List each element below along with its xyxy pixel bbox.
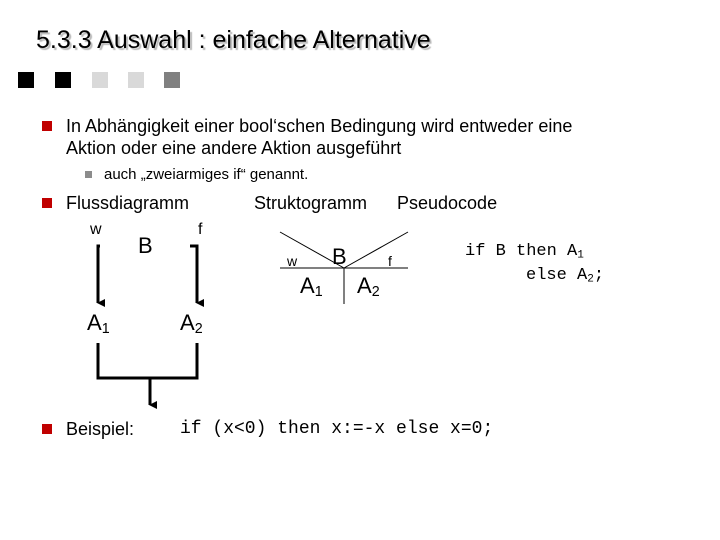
struk-action-a2: $A_2$ xyxy=(357,273,380,301)
struk-true-label: w xyxy=(287,253,298,269)
flow-action-a1: $A_1$ xyxy=(87,310,110,338)
example-code: if (x<0) then x:=-x else x=0; xyxy=(180,419,494,439)
flow-merge-left xyxy=(98,343,150,378)
flow-condition: B xyxy=(138,233,153,258)
flussdiagramm-label: Flussdiagramm xyxy=(66,193,190,213)
pseudocode-line-1: if B then $A_1$ xyxy=(465,242,584,262)
bullet-marker xyxy=(42,424,52,434)
flow-true-label: w xyxy=(90,221,102,238)
slide-title: 5.3.3 Auswahl : einfache Alternative xyxy=(36,26,431,54)
struk-false-label: f xyxy=(388,253,392,269)
flow-merge-right xyxy=(150,343,197,378)
flow-arrow-true xyxy=(98,246,100,303)
struk-action-a1: $A_1$ xyxy=(300,273,323,301)
struktogramm-label: Struktogramm xyxy=(254,193,368,213)
bullet-text: Aktion oder eine andere Aktion ausgeführt xyxy=(66,138,402,158)
pseudocode-line-2: else $A_2$; xyxy=(526,266,605,286)
sub-bullet-text: auch „zweiarmiges if“ genannt. xyxy=(104,166,309,183)
flow-action-a2: $A_2$ xyxy=(180,310,203,338)
pseudocode-label: Pseudocode xyxy=(397,193,498,213)
beispiel-label: Beispiel: xyxy=(66,419,135,439)
flow-arrow-false xyxy=(190,246,197,303)
struk-diag-right xyxy=(344,232,408,268)
bullet-text: In Abhängigkeit einer bool‘schen Bedingung wird entweder eine xyxy=(66,116,573,136)
struk-condition: B xyxy=(332,244,347,269)
flow-false-label: f xyxy=(198,221,203,238)
